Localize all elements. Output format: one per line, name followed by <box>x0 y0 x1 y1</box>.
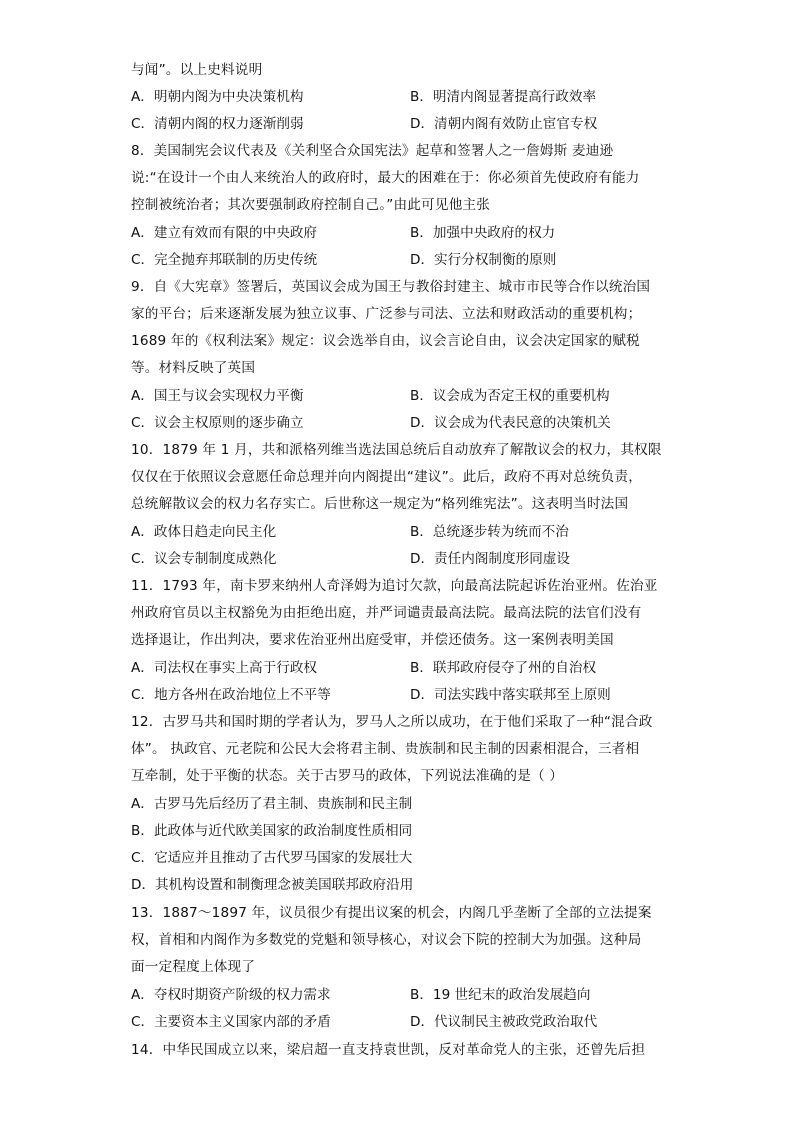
q9-stem-line-1: 9．自《大宪章》签署后，英国议会成为国王与教俗封建主、城市市民等合作以统治国 <box>131 279 651 295</box>
q8-option-a: A．建立有效而有限的中央政府 <box>131 225 318 241</box>
q12-stem-line-3: 互牵制，处于平衡的状态。关于古罗马的政体，下列说法准确的是（ ） <box>131 768 564 784</box>
q13-stem-line-3: 面一定程度上体现了 <box>131 959 256 975</box>
q8-option-c: C．完全抛弃邦联制的历史传统 <box>131 252 318 268</box>
q12-option-b: B．此政体与近代欧美国家的政治制度性质相同 <box>131 823 413 839</box>
q13-option-d: D．代议制民主被政党政治取代 <box>410 1014 598 1030</box>
q8-option-b: B．加强中央政府的权力 <box>410 225 556 241</box>
q8-stem-line-1: 8．美国制宪会议代表及《关利坚合众国宪法》起草和签署人之一詹姆斯 麦迪逊 <box>131 143 614 159</box>
q7-option-a: A．明朝内阁为中央决策机构 <box>131 89 304 105</box>
q7-stem-tail: 与闻”。以上史料说明 <box>131 62 263 78</box>
q9-stem-line-3: 1689 年的《权利法案》规定：议会选举自由，议会言论自由，议会决定国家的赋税 <box>131 333 640 349</box>
q11-option-b: B．联邦政府侵夺了州的自治权 <box>410 660 597 676</box>
q12-stem-line-2: 体”。 执政官、元老院和公民大会将君主制、贵族制和民主制的因素相混合，三者相 <box>131 741 640 757</box>
q7-option-b: B．明清内阁显著提高行政效率 <box>410 89 597 105</box>
q9-option-c: C．议会主权原则的逐步确立 <box>131 415 304 431</box>
q13-stem-line-2: 权，首相和内阁作为多数党的党魁和领导核心，对议会下院的控制大为加强。这种局 <box>131 932 642 948</box>
q12-option-d: D．其机构设置和制衡理念被美国联邦政府沿用 <box>131 877 414 893</box>
q13-stem-line-1: 13．1887～1897 年，议员很少有提出议案的机会，内阁几乎垄断了全部的立法提案 <box>131 905 652 921</box>
q10-option-d: D．责任内阁制度形同虚设 <box>410 551 570 567</box>
q9-stem-line-2: 家的平台；后来逐渐发展为独立议事、广泛参与司法、立法和财政活动的重要机构； <box>131 306 642 322</box>
q9-option-b: B．议会成为否定王权的重要机构 <box>410 388 610 404</box>
q8-option-d: D．实行分权制衡的原则 <box>410 252 557 268</box>
q8-stem-line-3: 控制被统治者；其次要强制政府控制自己。”由此可见他主张 <box>131 197 491 213</box>
q9-option-d: D．议会成为代表民意的决策机关 <box>410 415 611 431</box>
q12-stem-line-1: 12．古罗马共和国时期的学者认为，罗马人之所以成功，在于他们采取了一种“混合政 <box>131 714 653 730</box>
q9-stem-line-4: 等。材料反映了英国 <box>131 360 256 376</box>
q11-option-d: D．司法实践中落实联邦至上原则 <box>410 687 611 703</box>
q12-option-c: C．它适应并且推动了古代罗马国家的发展壮大 <box>131 850 413 866</box>
q10-stem-line-1: 10．1879 年 1 月，共和派格列维当选法国总统后自动放弃了解散议会的权力，其权限 <box>131 442 662 458</box>
q13-option-c: C．主要资本主义国家内部的矛盾 <box>131 1014 331 1030</box>
q7-option-c: C．清朝内阁的权力逐渐削弱 <box>131 116 304 132</box>
q14-stem-line-1: 14．中华民国成立以来，梁启超一直支持袁世凯，反对革命党人的主张，还曾先后担 <box>131 1042 646 1058</box>
q9-option-a: A．国王与议会实现权力平衡 <box>131 388 304 404</box>
q11-option-c: C．地方各州在政治地位上不平等 <box>131 687 331 703</box>
q10-stem-line-2: 仅仅在于依照议会意愿任命总理并向内阁提出“建议”。此后，政府不再对总统负责， <box>131 469 643 485</box>
q13-option-a: A．夺权时期资产阶级的权力需求 <box>131 987 331 1003</box>
q11-stem-line-3: 选择退让，作出判决，要求佐治亚州出庭受审，并偿还债务。这一案例表明美国 <box>131 632 614 648</box>
q7-option-d: D．清朝内阁有效防止宦官专权 <box>410 116 598 132</box>
q10-stem-line-3: 总统解散议会的权力名存实亡。后世称这一规定为“格列维宪法”。这表明当时法国 <box>131 496 629 512</box>
q10-option-c: C．议会专制制度成熟化 <box>131 551 277 567</box>
q12-option-a: A．古罗马先后经历了君主制、贵族制和民主制 <box>131 796 413 812</box>
q8-stem-line-2: 说:“在设计一个由人来统治人的政府时，最大的困难在于：你必须首先使政府有能力 <box>131 170 640 186</box>
q13-option-b: B．19 世纪末的政治发展趋向 <box>410 987 591 1003</box>
q10-option-a: A．政体日趋走向民主化 <box>131 524 277 540</box>
q11-stem-line-1: 11．1793 年，南卡罗来纳州人奇泽姆为追讨欠款，向最高法院起诉佐治亚州。佐治亚 <box>131 578 658 594</box>
q11-option-a: A．司法权在事实上高于行政权 <box>131 660 318 676</box>
q11-stem-line-2: 州政府官员以主权豁免为由拒绝出庭，并严词谴责最高法院。最高法院的法官们没有 <box>131 605 642 621</box>
q10-option-b: B．总统逐步转为统而不治 <box>410 524 569 540</box>
